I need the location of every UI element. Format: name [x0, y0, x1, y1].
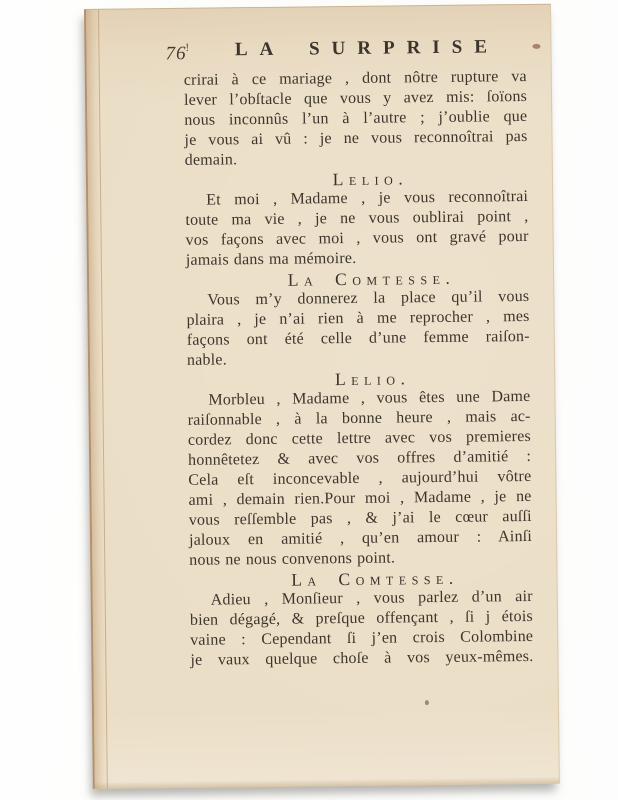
paper-edge-left — [86, 10, 108, 789]
text-line: crirai à ce mariage , dont nôtre rupture va — [183, 67, 527, 89]
speaker-heading: Lelio. — [332, 168, 409, 190]
text-body — [184, 67, 534, 671]
book-page — [84, 4, 560, 789]
text-line: nous inconnûs l’un à l’autre ; j’oublie que — [184, 107, 528, 129]
text-line: façons ont été celle d’une femme raiſon- — [186, 327, 530, 349]
text-line: toute ma vie , je ne vous oublirai point , — [185, 207, 529, 229]
text-line: cordez donc cette lettre avec vos premieres — [187, 427, 531, 449]
text-line: jaloux en amitié , qu’en amour : Ainſi — [188, 527, 533, 549]
text-line: bien dégagé, & preſque offençant , ſi j étois — [189, 607, 534, 629]
paper-stain — [532, 44, 540, 49]
text-line: vaine : Cependant ſi j’en crois Colombine — [190, 627, 534, 649]
running-title: LA SURPRISE — [234, 36, 500, 61]
page-number: 76! — [165, 41, 191, 65]
text-line: Et moi , Madame , je vous reconnoîtrai — [206, 187, 529, 209]
text-line: je vaux quelque choſe à vos yeux-mêmes. — [190, 647, 534, 669]
page-number-mark: ! — [185, 41, 191, 54]
text-line: Vous m’y donnerez la place qu’il vous — [207, 287, 530, 309]
text-line: Morbleu , Madame , vous êtes une Dame — [208, 387, 531, 409]
text-line: Adieu , Monſieur , vous parlez d’un air — [210, 587, 533, 609]
text-line: nable. — [186, 351, 227, 369]
text-line: ami , demain rien.Pour moi , Madame , je ne — [188, 487, 532, 509]
text-block — [165, 36, 534, 671]
speaker-heading: La Comtesse. — [291, 567, 459, 590]
text-line: jamais dans ma mémoire. — [185, 249, 357, 269]
text-line: vos façons avec moi , vous ont gravé pour — [185, 227, 529, 249]
speaker-heading: Lelio. — [334, 368, 411, 390]
page-header — [165, 36, 526, 67]
text-line: Cela eſt inconcevable , aujourd’hui vôtre — [188, 467, 532, 489]
text-line: honnêtetez & avec vos offres d’amitié : — [188, 447, 532, 469]
text-line: vous reſſemble pas , & j’ai le cœur auſſi — [188, 507, 532, 529]
text-line: raiſonnable , à la bonne heure , mais ac- — [187, 407, 531, 429]
speaker-heading: La Comtesse. — [287, 267, 456, 290]
paper-speck — [425, 700, 429, 705]
text-line: nous ne nous convenons point. — [189, 549, 396, 569]
paper-edge-bottom — [95, 777, 559, 789]
text-line: demain. — [184, 151, 238, 169]
text-line: lever l’obſtacle que vous y avez mis: ſoïons — [183, 87, 528, 109]
text-line: plaira , je n’ai rien à me reprocher , mes — [186, 307, 530, 329]
text-line: je vous ai vû : je ne vous reconnoîtrai pas — [184, 127, 528, 149]
